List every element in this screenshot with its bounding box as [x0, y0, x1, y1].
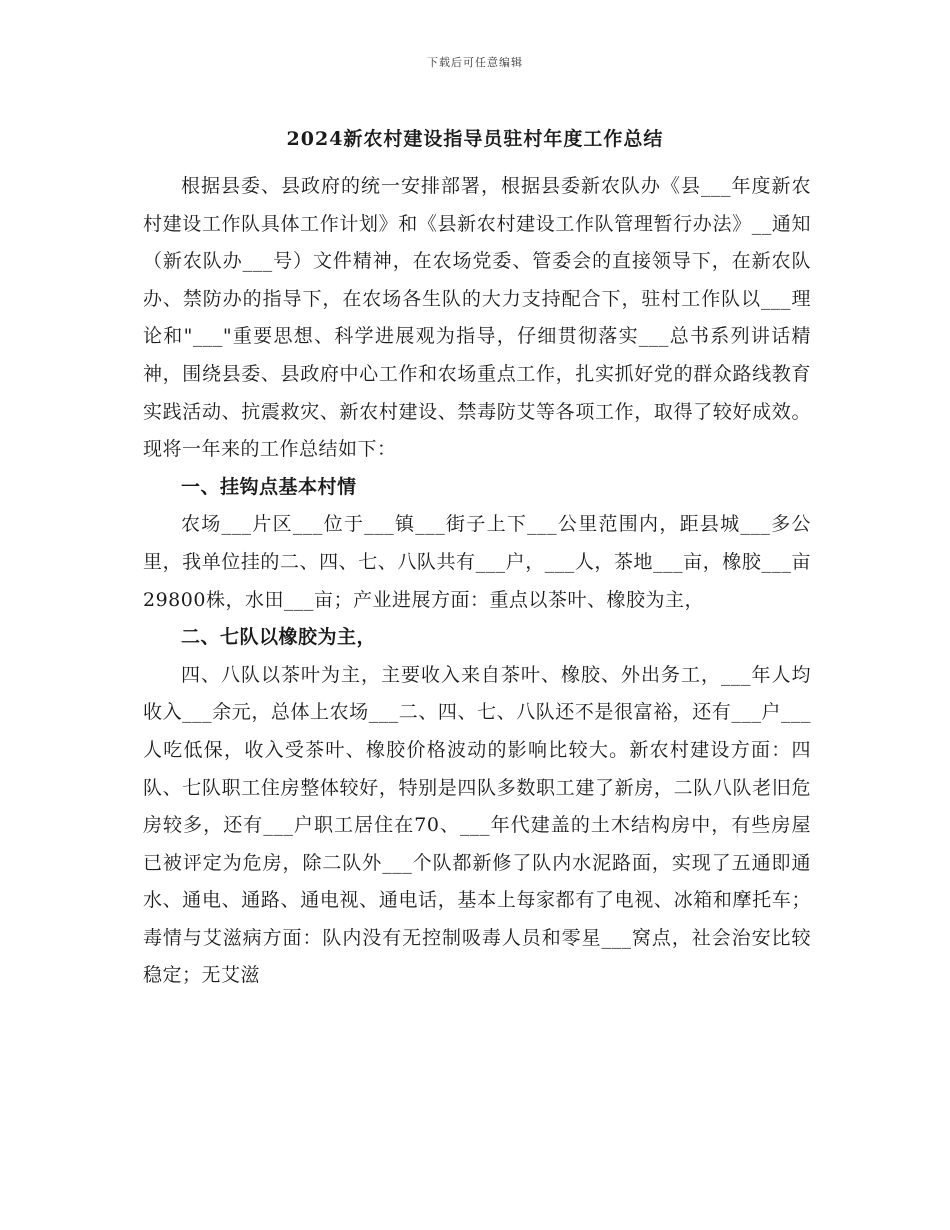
header-note: 下载后可任意编辑 — [427, 56, 523, 69]
section-heading-village-overview: 一、挂钩点基本村情 — [181, 475, 357, 498]
document-title: 2024新农村建设指导员驻村年度工作总结 — [286, 128, 664, 150]
section1-paragraph: 农场___片区___位于___镇___街子上下___公里范围内，距县城___多公里，我单位挂的二、四、七、八队共有___户，___人，茶地___亩，橡胶___亩29800株，水田___亩；产业进展方面：重点以茶叶、橡胶为主， — [143, 513, 811, 611]
document-body — [143, 168, 811, 995]
intro-paragraph: 根据县委、县政府的统一安排部署，根据县委新农队办《县___年度新农村建设工作队具体工作计划》和《县新农村建设工作队管理暂行办法》__通知（新农队办___号）文件精神，在农场党委、管委会的直接领导下，在新农队办、禁防办的指导下，在农场各生队的大力支持配合下，驻村工作队以___理论和"___"重要思想、科学进展观为指导，仔细贯彻落实___总书系列讲话精神，围绕县委、县政府中心工作和农场重点工作，扎实抓好党的群众路线教育实践活动、抗震救灾、新农村建设、禁毒防艾等各项工作，取得了较好成效。现将一年来的工作总结如下： — [143, 175, 811, 461]
section-heading-team-seven: 二、七队以橡胶为主， — [181, 626, 377, 649]
section2-paragraph: 四、八队以茶叶为主，主要收入来自茶叶、橡胶、外出务工，___年人均收入___余元，总体上农场___二、四、七、八队还不是很富裕，还有___户___人吃低保，收入受茶叶、橡胶价格波动的影响比较大。新农村建设方面：四队、七队职工住房整体较好，特别是四队多数职工建了新房，二队八队老旧危房较多，还有___户职工居住在70、___年代建盖的土木结构房中，有些房屋已被评定为危房，除二队外___个队都新修了队内水泥路面，实现了五通即通水、通电、通路、通电视、通电话，基本上每家都有了电视、冰箱和摩托车；毒情与艾滋病方面：队内没有无控制吸毒人员和零星___窝点，社会治安比较稳定；无艾滋 — [143, 663, 811, 987]
